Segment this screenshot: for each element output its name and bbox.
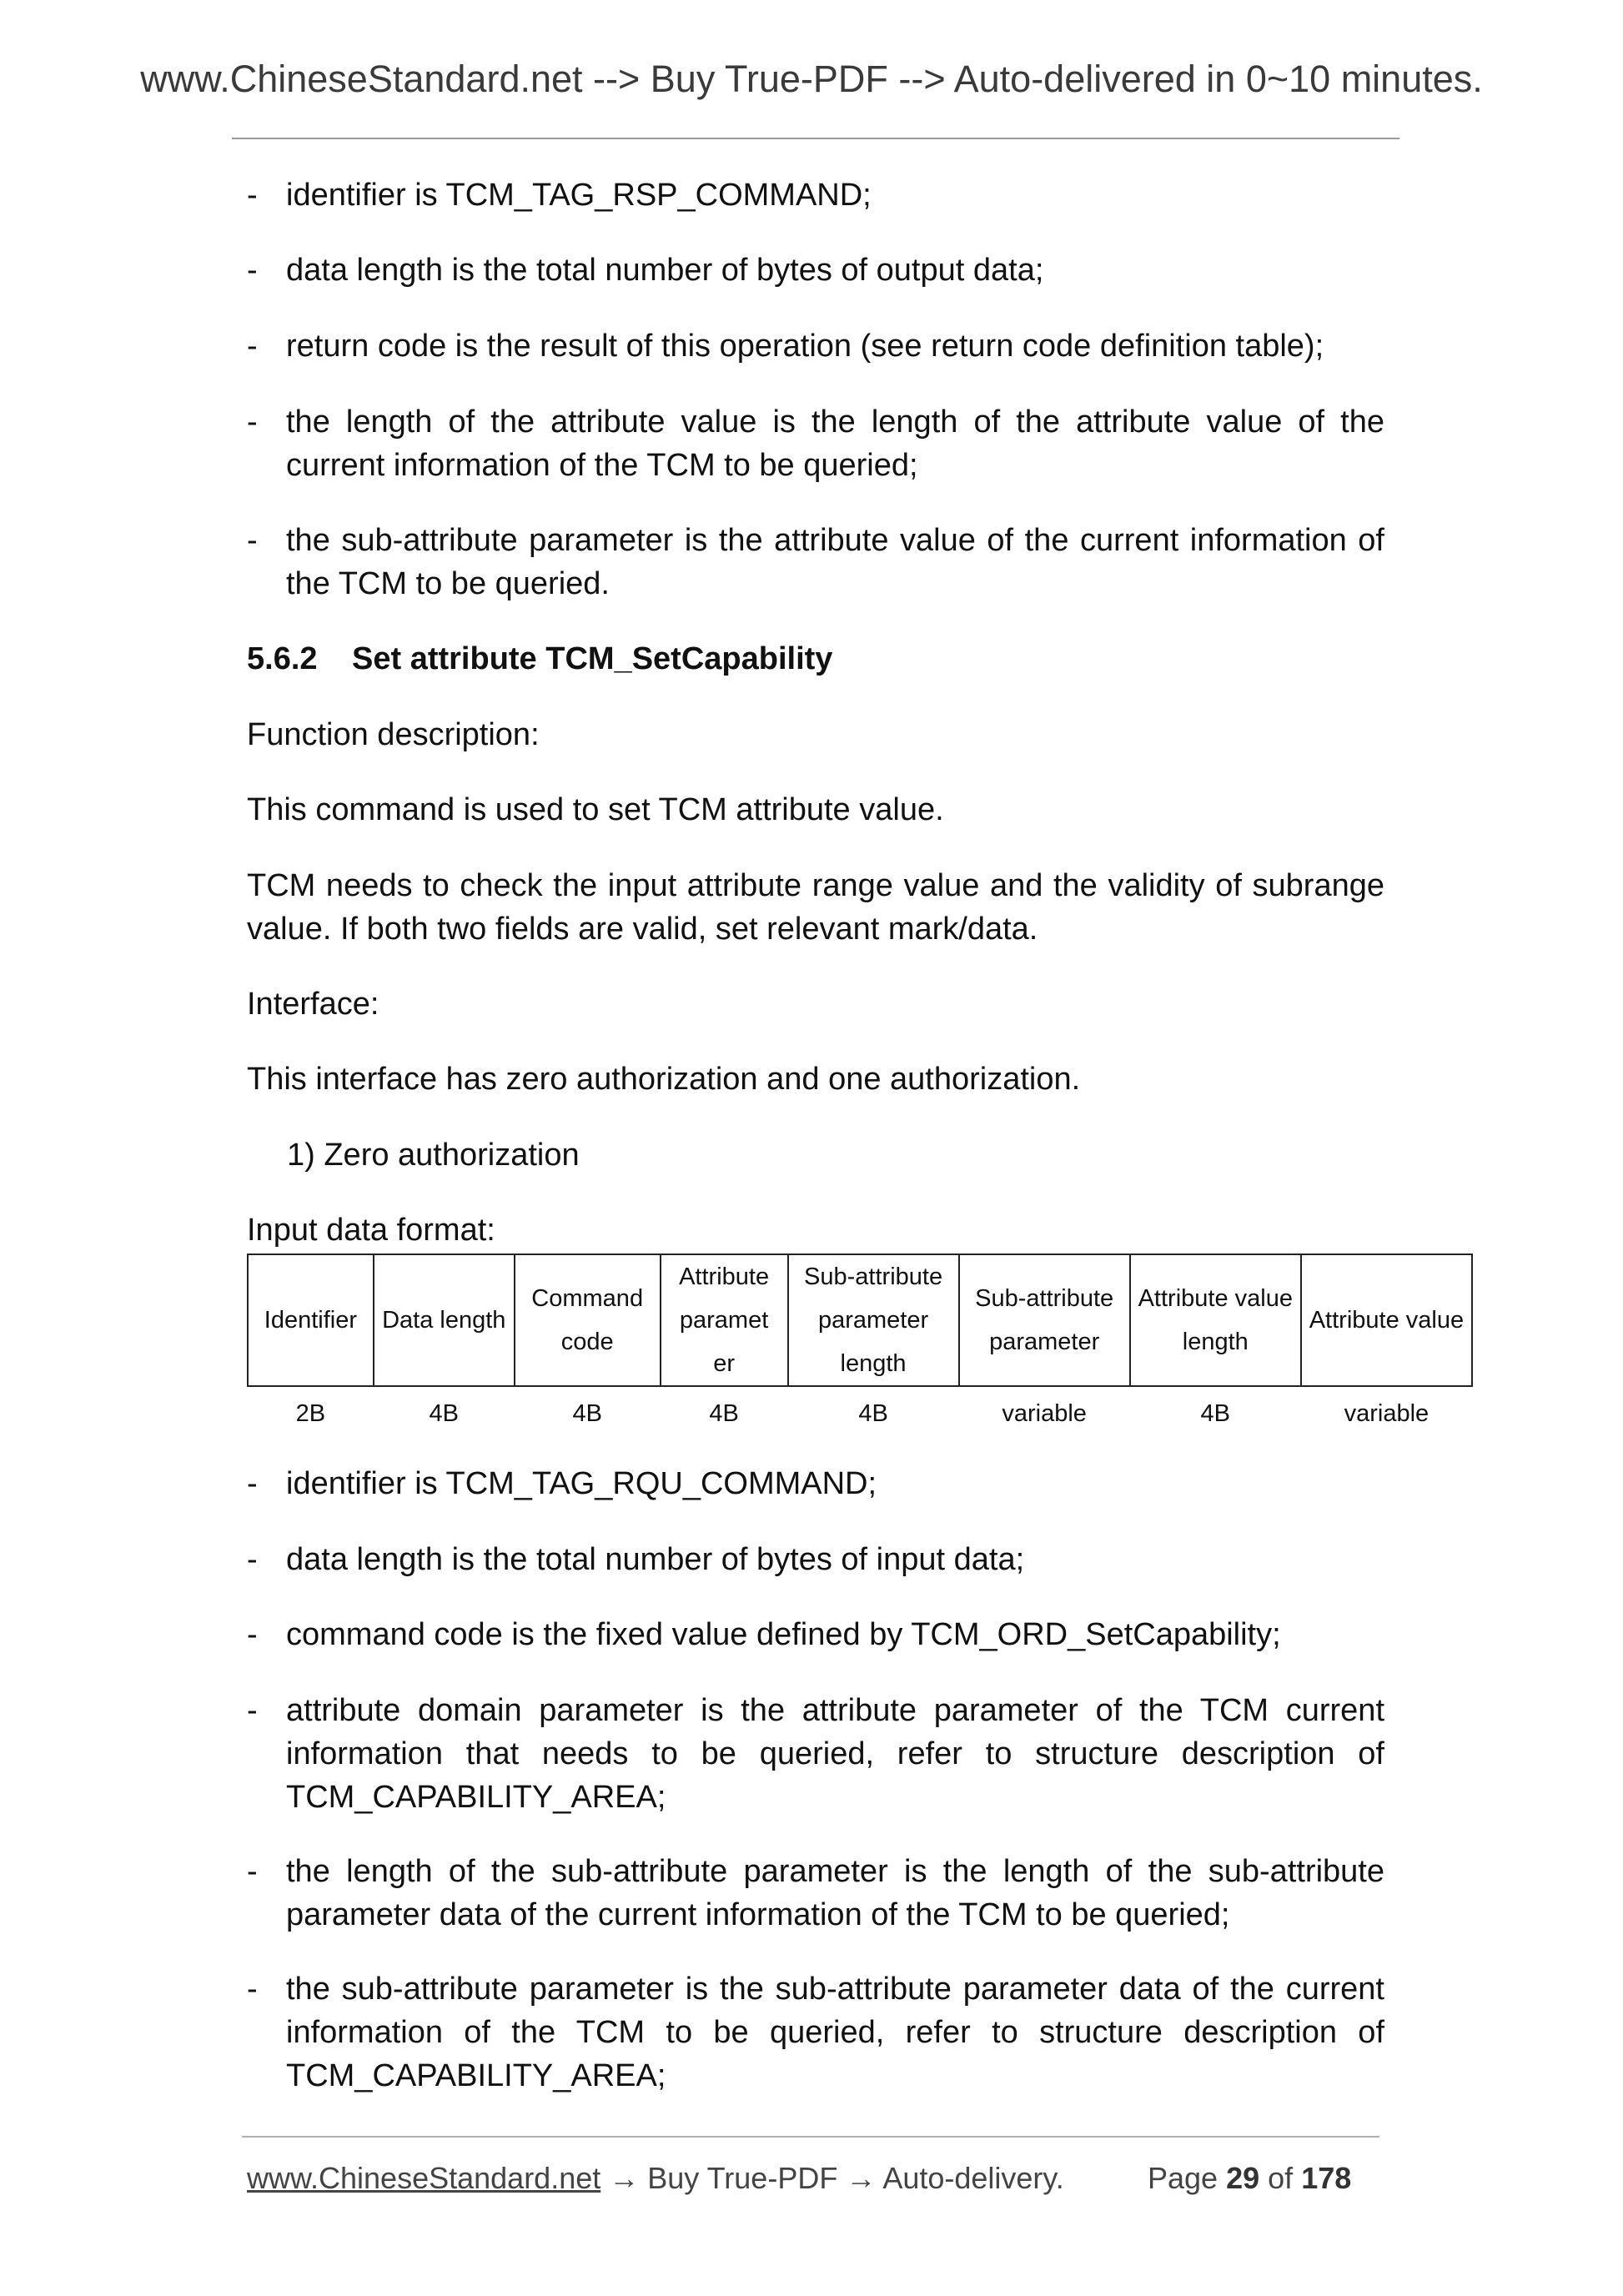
table-cell: 4B bbox=[429, 1400, 459, 1427]
bullet-dash: - bbox=[247, 1617, 258, 1652]
list-item bbox=[247, 1538, 1384, 1581]
column-header: Attribute value length bbox=[1130, 1254, 1301, 1386]
column-header: Data length bbox=[374, 1254, 515, 1386]
footer-divider bbox=[242, 2136, 1379, 2138]
footer-link[interactable]: www.ChineseStandard.net bbox=[247, 2161, 601, 2195]
header-divider bbox=[232, 138, 1399, 139]
bullet-dash: - bbox=[247, 1466, 258, 1501]
table-cell: 4B bbox=[858, 1400, 888, 1427]
table-cell: variable bbox=[1002, 1400, 1087, 1427]
column-header: Command code bbox=[515, 1254, 661, 1386]
list-item bbox=[247, 1967, 1384, 2098]
page-indicator bbox=[1148, 2158, 1351, 2198]
list-item-text: identifier is TCM_TAG_RSP_COMMAND; bbox=[286, 178, 872, 213]
section-heading bbox=[247, 637, 1384, 681]
list-item bbox=[247, 400, 1384, 487]
list-item-text: command code is the fixed value defined by TCM_ORD_SetCapability; bbox=[286, 1617, 1281, 1652]
bullet-dash: - bbox=[247, 1972, 258, 2007]
footer-promo-text: → Buy True-PDF → Auto-delivery. bbox=[600, 2161, 1064, 2195]
section-number: 5.6.2 bbox=[247, 641, 318, 676]
bullet-dash: - bbox=[247, 1854, 258, 1889]
list-item bbox=[247, 324, 1384, 368]
column-header: Attribute value bbox=[1301, 1254, 1472, 1386]
list-item bbox=[247, 173, 1384, 217]
interface-text: This interface has zero authorization and one authorization. bbox=[247, 1062, 1081, 1097]
bullet-dash: - bbox=[247, 253, 258, 288]
list-item-text: identifier is TCM_TAG_RQU_COMMAND; bbox=[286, 1466, 877, 1501]
list-item-text: the sub-attribute parameter is the sub-attribute parameter data of the current information of the TCM to be queried, refer to structure description of TCM_CAPABILITY_AREA; bbox=[286, 1972, 1384, 2093]
list-item-text: data length is the total number of bytes of output data; bbox=[286, 253, 1044, 288]
footer-promo bbox=[247, 2158, 1064, 2198]
list-item-text: the length of the attribute value is the length of the attribute value of the current information of the TCM to be queried; bbox=[286, 404, 1384, 483]
section-title: Set attribute TCM_SetCapability bbox=[352, 641, 833, 676]
list-item-text: attribute domain parameter is the attribute parameter of the TCM current information that needs to be queried, refer to structure description of TCM_CAPABILITY_AREA; bbox=[286, 1693, 1384, 1815]
table-header-row bbox=[248, 1254, 1472, 1386]
list-item bbox=[247, 519, 1384, 605]
list-item-text: the sub-attribute parameter is the attribute value of the current information of the TCM to be queried. bbox=[286, 523, 1384, 601]
zero-authorization-label: 1) Zero authorization bbox=[287, 1138, 580, 1173]
column-header: Identifier bbox=[248, 1254, 374, 1386]
list-item bbox=[247, 1850, 1384, 1937]
table-cell: 2B bbox=[295, 1400, 326, 1427]
table-cell: 4B bbox=[572, 1400, 602, 1427]
header-banner: www.ChineseStandard.net --> Buy True-PDF --> Auto-delivered in 0~10 minutes. bbox=[140, 58, 1483, 100]
column-header: Attribute paramet er bbox=[661, 1254, 788, 1386]
column-header: Sub-attribute parameter bbox=[959, 1254, 1130, 1386]
list-item-text: data length is the total number of bytes of input data; bbox=[286, 1542, 1025, 1577]
table-row bbox=[248, 1386, 1472, 1438]
bullet-dash: - bbox=[247, 178, 258, 213]
bullet-dash: - bbox=[247, 1542, 258, 1577]
list-item-text: the length of the sub-attribute parameter is the length of the sub-attribute parameter data of the current information of the TCM to be queried; bbox=[286, 1854, 1384, 1932]
check-text: TCM needs to check the input attribute range value and the validity of subrange value. If both two fields are valid, set relevant mark/data. bbox=[247, 868, 1384, 947]
list-item bbox=[247, 1613, 1384, 1656]
function-text: This command is used to set TCM attribute value. bbox=[247, 792, 944, 827]
bullet-dash: - bbox=[247, 404, 258, 440]
interface-label: Interface: bbox=[247, 987, 379, 1022]
function-label: Function description: bbox=[247, 717, 540, 752]
table-cell: variable bbox=[1344, 1400, 1430, 1427]
total-pages: 178 bbox=[1301, 2161, 1352, 2195]
list-item bbox=[247, 249, 1384, 292]
input-format-label: Input data format: bbox=[247, 1213, 495, 1248]
page-number: 29 bbox=[1226, 2161, 1260, 2195]
list-item-text: return code is the result of this operation (see return code definition table); bbox=[286, 329, 1324, 364]
table-cell: 4B bbox=[709, 1400, 739, 1427]
column-header: Sub-attribute parameter length bbox=[788, 1254, 959, 1386]
list-item bbox=[247, 1462, 1384, 1505]
list-item bbox=[247, 1689, 1384, 1819]
bullet-dash: - bbox=[247, 1693, 258, 1728]
input-data-format-table bbox=[247, 1254, 1473, 1438]
table-cell: 4B bbox=[1200, 1400, 1231, 1427]
bullet-dash: - bbox=[247, 329, 258, 364]
page-label: Page bbox=[1148, 2161, 1219, 2195]
of-label: of bbox=[1268, 2161, 1294, 2195]
bullet-dash: - bbox=[247, 523, 258, 558]
